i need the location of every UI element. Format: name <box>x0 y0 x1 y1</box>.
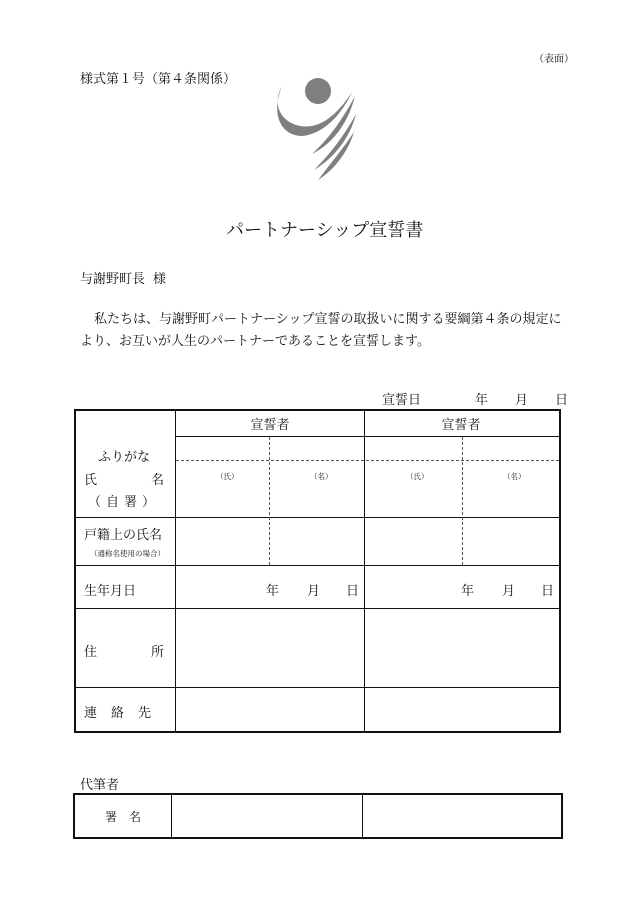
person2-birth-year: 年 <box>461 584 475 599</box>
person1-contact-field[interactable] <box>176 688 364 729</box>
name-label <box>84 469 164 488</box>
name-label-char-2: 名 <box>150 473 164 488</box>
proxy-sign-label: 署 名 <box>104 809 141 824</box>
person2-furigana-field[interactable] <box>365 437 557 460</box>
person2-birth-month: 月 <box>502 584 516 599</box>
body-line-1: 私たちは、与謝野町パートナーシップ宣誓の取扱いに関する要綱第４条の規定に <box>94 312 562 327</box>
person1-name-field[interactable] <box>176 461 364 517</box>
person2-given-hint: （名） <box>503 472 526 481</box>
proxy-sign-field-2[interactable] <box>363 795 559 837</box>
oath-date-label: 宣誓日 <box>382 393 422 408</box>
person2-koseki-field[interactable] <box>365 518 557 565</box>
town-emblem-icon <box>272 74 362 184</box>
person1-koseki-field[interactable] <box>176 518 364 565</box>
person1-birthdate-field[interactable] <box>176 566 364 608</box>
body-line-2: より、お互いが人生のパートナーであることを宣誓します。 <box>80 334 430 349</box>
contact-label: 連絡先 <box>84 706 166 721</box>
address-label <box>84 641 164 660</box>
name-label-char-1: 氏 <box>84 473 98 488</box>
person2-name-field[interactable] <box>365 461 557 517</box>
emblem-swoosh-4 <box>318 132 354 180</box>
person1-birth-year: 年 <box>266 584 280 599</box>
address-label-char-1: 住 <box>84 645 98 660</box>
person2-birth-day: 日 <box>541 584 555 599</box>
proxy-sign-field-1[interactable] <box>172 795 362 837</box>
koseki-note: （通称名使用の場合） <box>90 549 165 558</box>
proxy-title: 代筆者 <box>80 778 120 793</box>
address-label-char-2: 所 <box>150 645 164 660</box>
person1-furigana-field[interactable] <box>176 437 364 460</box>
furigana-label: ふりがな <box>98 450 151 465</box>
signature-note: （自署） <box>87 495 160 510</box>
addressee-line <box>80 268 166 287</box>
person2-surname-hint: （氏） <box>406 472 429 481</box>
addressee: 与謝野町長 <box>80 272 146 287</box>
honorific: 様 <box>153 272 167 287</box>
koseki-label: 戸籍上の氏名 <box>84 528 163 543</box>
header-person-2: 宣誓者 <box>441 418 481 433</box>
document-title: パートナーシップ宣誓書 <box>226 220 424 241</box>
oath-date-day: 日 <box>555 393 569 408</box>
oath-date-year: 年 <box>475 393 489 408</box>
birthdate-label: 生年月日 <box>84 584 137 599</box>
person2-birthdate-field[interactable] <box>365 566 557 608</box>
person2-address-field[interactable] <box>365 609 557 687</box>
oath-date-month: 月 <box>515 393 529 408</box>
person1-surname-hint: （氏） <box>216 472 239 481</box>
person1-birth-day: 日 <box>346 584 360 599</box>
person1-given-hint: （名） <box>310 472 333 481</box>
person1-address-field[interactable] <box>176 609 364 687</box>
header-person-1: 宣誓者 <box>250 418 290 433</box>
person1-birth-month: 月 <box>307 584 321 599</box>
form-number: 様式第１号（第４条関係） <box>80 72 237 87</box>
person2-contact-field[interactable] <box>365 688 557 729</box>
emblem-head <box>305 78 331 104</box>
face-label: （表面） <box>534 54 574 65</box>
